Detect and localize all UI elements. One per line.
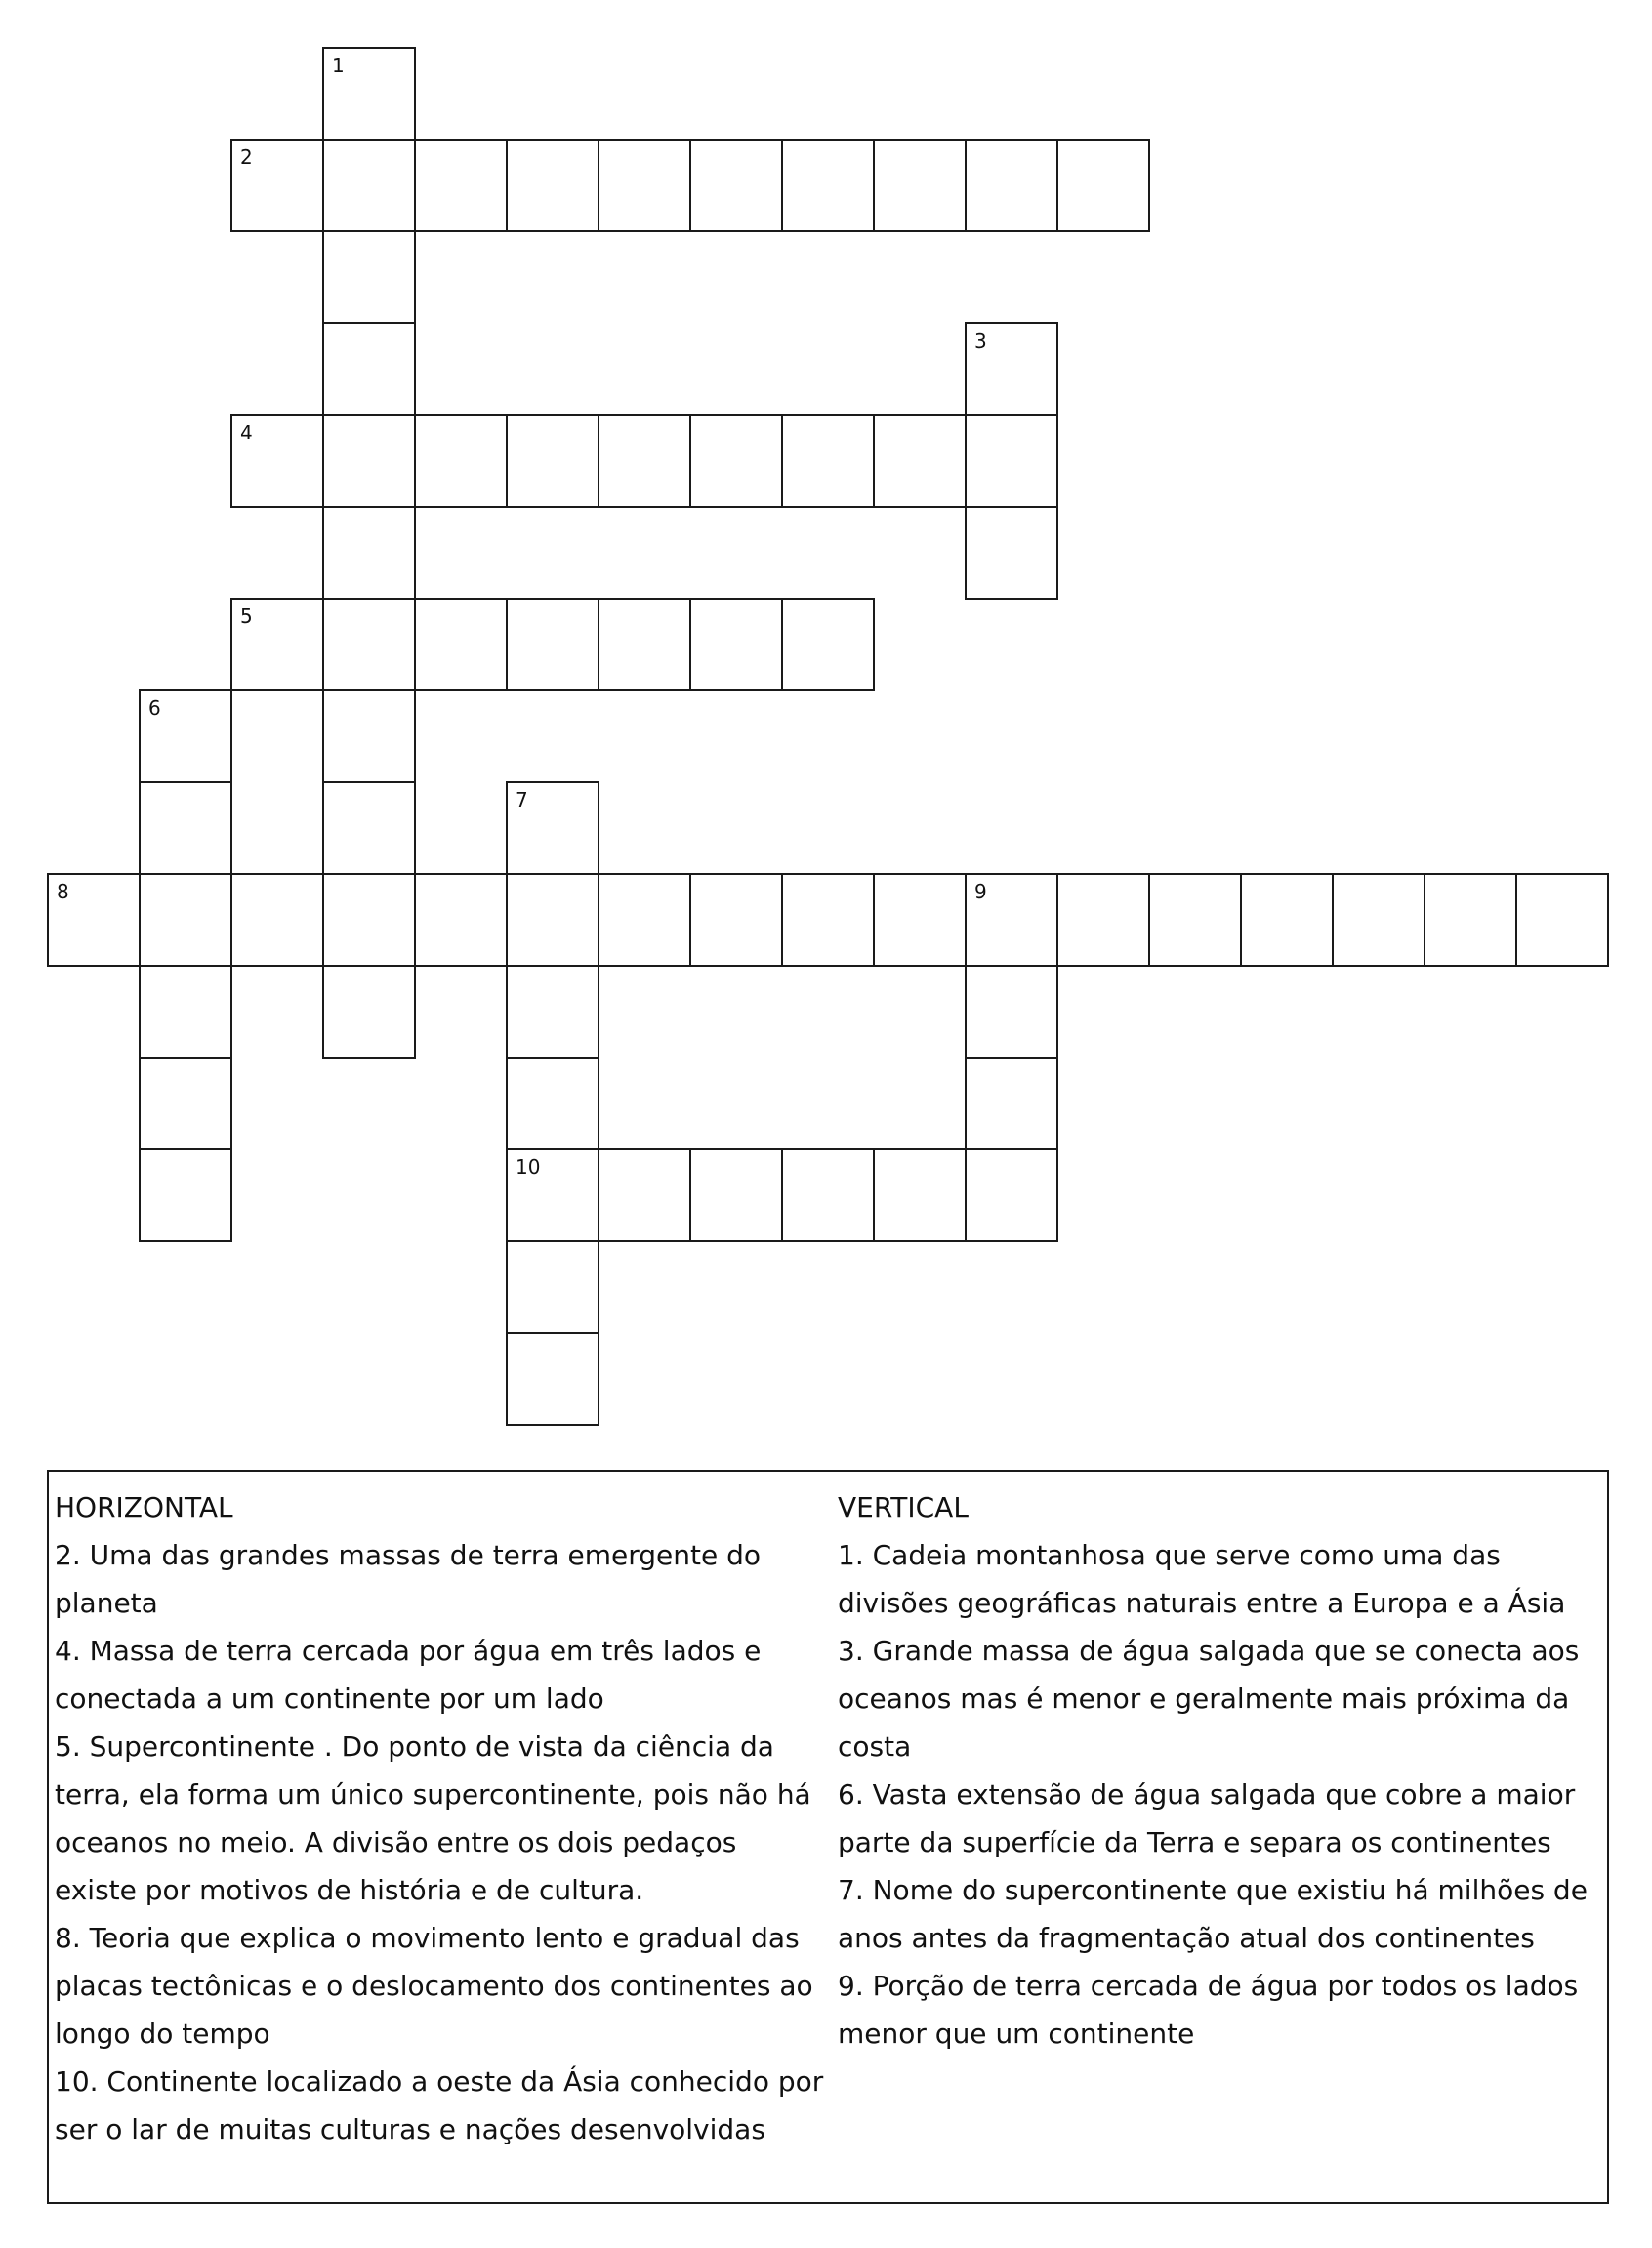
- crossword-cell[interactable]: [1424, 873, 1517, 967]
- clue-vertical-6: 6. Vasta extensão de água salgada que cobre a maior parte da superfície da Terra e separa os continentes: [838, 1778, 1576, 1858]
- crossword-cell[interactable]: [506, 965, 599, 1059]
- crossword-cell[interactable]: [414, 873, 508, 967]
- crossword-cell[interactable]: [139, 689, 232, 783]
- crossword-cell[interactable]: [598, 873, 691, 967]
- crossword-cell[interactable]: [965, 414, 1058, 508]
- crossword-cell[interactable]: [322, 689, 416, 783]
- crossword-cell[interactable]: [322, 598, 416, 691]
- crossword-cell[interactable]: [781, 598, 875, 691]
- clue-horizontal-4: 4. Massa de terra cercada por água em três lados e conectada a um continente por um lado: [55, 1635, 762, 1715]
- crossword-cell[interactable]: [322, 506, 416, 600]
- crossword-cell[interactable]: [689, 598, 783, 691]
- crossword-cell[interactable]: [230, 873, 324, 967]
- clue-box: [47, 1470, 1609, 2204]
- crossword-cell[interactable]: [1056, 139, 1150, 232]
- clue-horizontal-5: 5. Supercontinente . Do ponto de vista da ciência da terra, ela forma um único supercontinente, pois não há oceanos no meio. A divisão entre os dois pedaços existe por motivos de história e de cultura.: [55, 1730, 811, 1906]
- crossword-cell[interactable]: [965, 322, 1058, 416]
- clue-number: 9: [974, 880, 987, 903]
- crossword-cell[interactable]: [598, 598, 691, 691]
- horizontal-heading: HORIZONTAL: [55, 1491, 233, 1523]
- crossword-cell[interactable]: [322, 230, 416, 324]
- crossword-cell[interactable]: [414, 598, 508, 691]
- crossword-cell[interactable]: [506, 1148, 599, 1242]
- crossword-cell[interactable]: [598, 414, 691, 508]
- clue-vertical-9: 9. Porção de terra cercada de água por todos os lados menor que um continente: [838, 1970, 1579, 2050]
- crossword-cell[interactable]: [414, 414, 508, 508]
- crossword-cell[interactable]: [781, 1148, 875, 1242]
- crossword-cell[interactable]: [230, 598, 324, 691]
- crossword-cell[interactable]: [965, 873, 1058, 967]
- clue-number: 7: [516, 788, 528, 812]
- crossword-cell[interactable]: [873, 1148, 967, 1242]
- crossword-cell[interactable]: [689, 1148, 783, 1242]
- crossword-cell[interactable]: [689, 414, 783, 508]
- crossword-cell[interactable]: [506, 873, 599, 967]
- crossword-cell[interactable]: [139, 873, 232, 967]
- crossword-cell[interactable]: [506, 598, 599, 691]
- crossword-cell[interactable]: [139, 1148, 232, 1242]
- crossword-cell[interactable]: [781, 873, 875, 967]
- crossword-cell[interactable]: [873, 414, 967, 508]
- clue-number: 3: [974, 329, 987, 353]
- crossword-cell[interactable]: [506, 139, 599, 232]
- crossword-cell[interactable]: [322, 965, 416, 1059]
- crossword-cell[interactable]: [139, 965, 232, 1059]
- crossword-cell[interactable]: [139, 781, 232, 875]
- crossword-cell[interactable]: [1148, 873, 1242, 967]
- crossword-cell[interactable]: [322, 873, 416, 967]
- clue-number: 2: [240, 146, 253, 169]
- vertical-clues: [838, 1483, 1605, 2058]
- crossword-cell[interactable]: [598, 139, 691, 232]
- clue-number: 6: [148, 696, 161, 720]
- crossword-cell[interactable]: [230, 414, 324, 508]
- crossword-cell[interactable]: [689, 873, 783, 967]
- crossword-cell[interactable]: [965, 965, 1058, 1059]
- crossword-cell[interactable]: [506, 1057, 599, 1150]
- crossword-cell[interactable]: [965, 1057, 1058, 1150]
- crossword-cell[interactable]: [1240, 873, 1334, 967]
- crossword-cell[interactable]: [139, 1057, 232, 1150]
- crossword-cell[interactable]: [230, 139, 324, 232]
- clue-vertical-7: 7. Nome do supercontinente que existiu há milhões de anos antes da fragmentação atual dos continentes: [838, 1874, 1588, 1954]
- crossword-cell[interactable]: [506, 1332, 599, 1426]
- crossword-cell[interactable]: [322, 414, 416, 508]
- crossword-cell[interactable]: [873, 873, 967, 967]
- vertical-heading: VERTICAL: [838, 1491, 969, 1523]
- crossword-cell[interactable]: [1332, 873, 1425, 967]
- crossword-cell[interactable]: [781, 139, 875, 232]
- crossword-cell[interactable]: [322, 47, 416, 141]
- clue-number: 10: [516, 1155, 541, 1179]
- crossword-cell[interactable]: [414, 139, 508, 232]
- crossword-cell[interactable]: [47, 873, 141, 967]
- crossword-cell[interactable]: [506, 781, 599, 875]
- clue-horizontal-8: 8. Teoria que explica o movimento lento e gradual das placas tectônicas e o deslocamento dos continentes ao longo do tempo: [55, 1922, 813, 2050]
- crossword-cell[interactable]: [965, 139, 1058, 232]
- crossword-cell[interactable]: [506, 414, 599, 508]
- crossword-cell[interactable]: [1056, 873, 1150, 967]
- crossword-cell[interactable]: [873, 139, 967, 232]
- crossword-cell[interactable]: [1515, 873, 1609, 967]
- crossword-cell[interactable]: [322, 322, 416, 416]
- clue-number: 1: [332, 54, 345, 77]
- clue-number: 4: [240, 421, 253, 444]
- clue-vertical-3: 3. Grande massa de água salgada que se conecta aos oceanos mas é menor e geralmente mais próxima da costa: [838, 1635, 1580, 1763]
- clue-number: 5: [240, 604, 253, 628]
- horizontal-clues: [55, 1483, 826, 2153]
- crossword-cell[interactable]: [965, 1148, 1058, 1242]
- crossword-cell[interactable]: [322, 139, 416, 232]
- crossword-cell[interactable]: [781, 414, 875, 508]
- clue-horizontal-2: 2. Uma das grandes massas de terra emergente do planeta: [55, 1539, 761, 1619]
- clue-horizontal-10: 10. Continente localizado a oeste da Ásia conhecido por ser o lar de muitas culturas e nações desenvolvidas: [55, 2065, 824, 2145]
- crossword-cell[interactable]: [689, 139, 783, 232]
- crossword-cell[interactable]: [965, 506, 1058, 600]
- crossword-cell[interactable]: [322, 781, 416, 875]
- clue-number: 8: [57, 880, 69, 903]
- clue-vertical-1: 1. Cadeia montanhosa que serve como uma das divisões geográficas naturais entre a Europa e a Ásia: [838, 1539, 1566, 1619]
- crossword-cell[interactable]: [598, 1148, 691, 1242]
- crossword-cell[interactable]: [506, 1240, 599, 1334]
